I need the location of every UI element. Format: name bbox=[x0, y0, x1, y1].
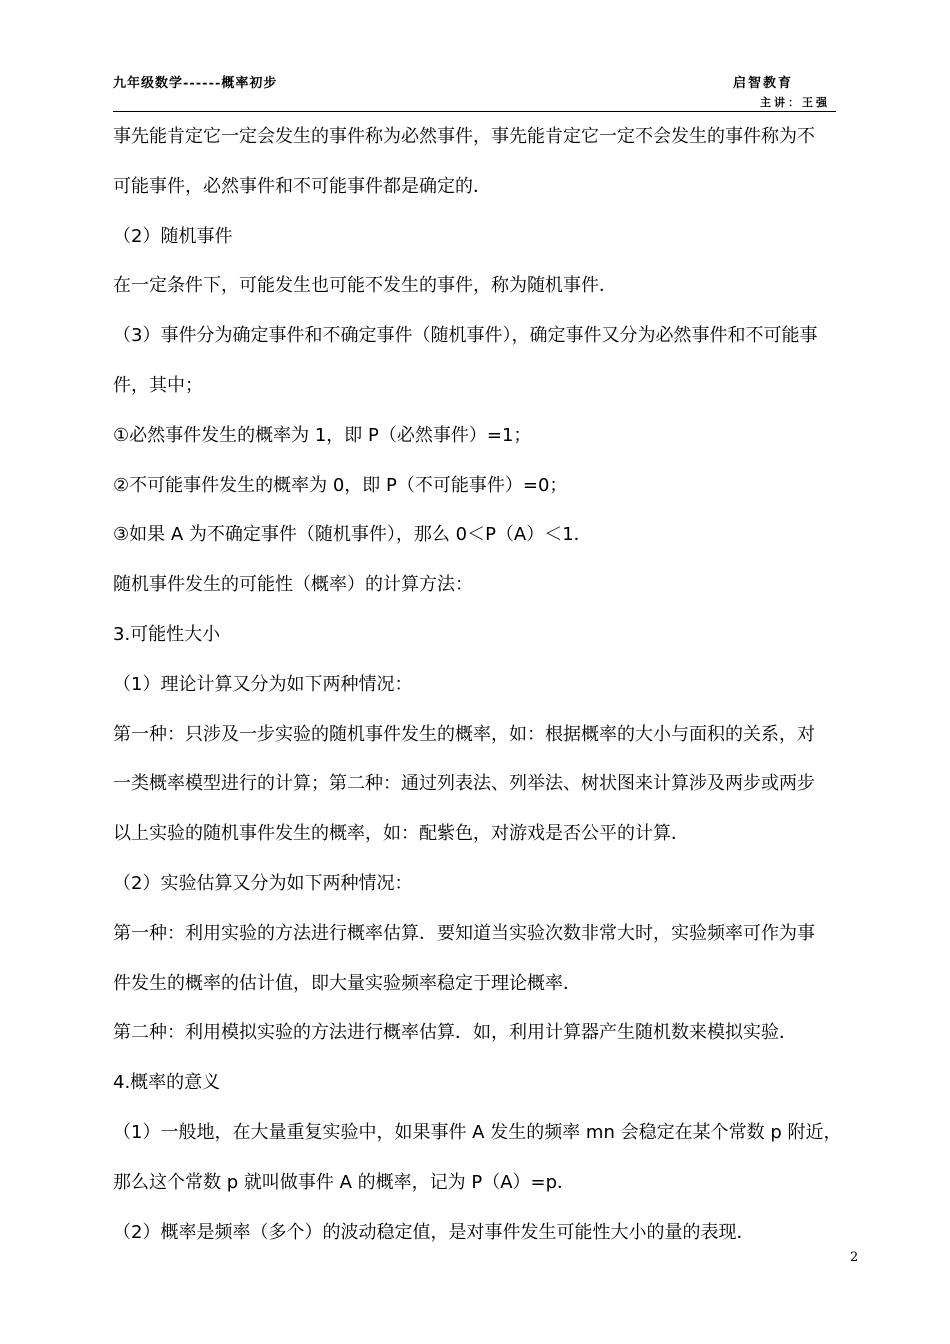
list-item: ①必然事件发生的概率为 1，即 P（必然事件）=1； bbox=[113, 424, 532, 446]
header-school-name: 启智教育 bbox=[733, 76, 794, 91]
section-heading: （2）随机事件 bbox=[113, 225, 233, 247]
text-line: 第二种：利用模拟实验的方法进行概率估算．如，利用计算器产生随机数来模拟实验． bbox=[113, 1022, 797, 1044]
body-text bbox=[113, 112, 865, 1257]
text-line: 第一种：只涉及一步实验的随机事件发生的概率，如：根据概率的大小与面积的关系，对 bbox=[113, 723, 815, 745]
header-lecturer: 主讲：王强 bbox=[760, 96, 830, 109]
page-number: 2 bbox=[850, 1250, 859, 1265]
text-line: 那么这个常数 p 就叫做事件 A 的概率，记为 P（A）=p． bbox=[113, 1171, 576, 1193]
text-line: 以上实验的随机事件发生的概率，如：配紫色，对游戏是否公平的计算． bbox=[113, 823, 689, 845]
text-line: （2）概率是频率（多个）的波动稳定值，是对事件发生可能性大小的量的表现． bbox=[113, 1221, 755, 1243]
section-heading: （2）实验估算又分为如下两种情况： bbox=[113, 872, 413, 894]
text-line: （1）一般地，在大量重复实验中，如果事件 A 发生的频率 mn 会稳定在某个常数 p 附近， bbox=[113, 1121, 842, 1143]
text-line: 件，其中； bbox=[113, 374, 203, 396]
text-line: 第一种：利用实验的方法进行概率估算．要知道当实验次数非常大时，实验频率可作为事 bbox=[113, 922, 815, 944]
list-item: ③如果 A 为不确定事件（随机事件），那么 0＜P（A）＜1． bbox=[113, 524, 592, 546]
text-line: 可能事件，必然事件和不可能事件都是确定的． bbox=[113, 175, 491, 197]
text-line: 事先能肯定它一定会发生的事件称为必然事件，事先能肯定它一定不会发生的事件称为不 bbox=[113, 126, 815, 147]
text-line: 随机事件发生的可能性（概率）的计算方法： bbox=[113, 574, 473, 596]
list-item: ②不可能事件发生的概率为 0，即 P（不可能事件）=0； bbox=[113, 474, 568, 496]
section-heading: （1）理论计算又分为如下两种情况： bbox=[113, 673, 413, 695]
text-line: 一类概率模型进行的计算；第二种：通过列表法、列举法、树状图来计算涉及两步或两步 bbox=[113, 773, 815, 795]
section-heading: 3.可能性大小 bbox=[113, 623, 221, 645]
header-course-title: 九年级数学------概率初步 bbox=[113, 76, 278, 91]
text-line: 件发生的概率的估计值，即大量实验频率稳定于理论概率． bbox=[113, 972, 581, 994]
section-heading: 4.概率的意义 bbox=[113, 1072, 221, 1094]
section-heading: （3）事件分为确定事件和不确定事件（随机事件），确定事件又分为必然事件和不可能事 bbox=[113, 325, 818, 347]
text-line: 在一定条件下，可能发生也可能不发生的事件，称为随机事件． bbox=[113, 275, 617, 297]
